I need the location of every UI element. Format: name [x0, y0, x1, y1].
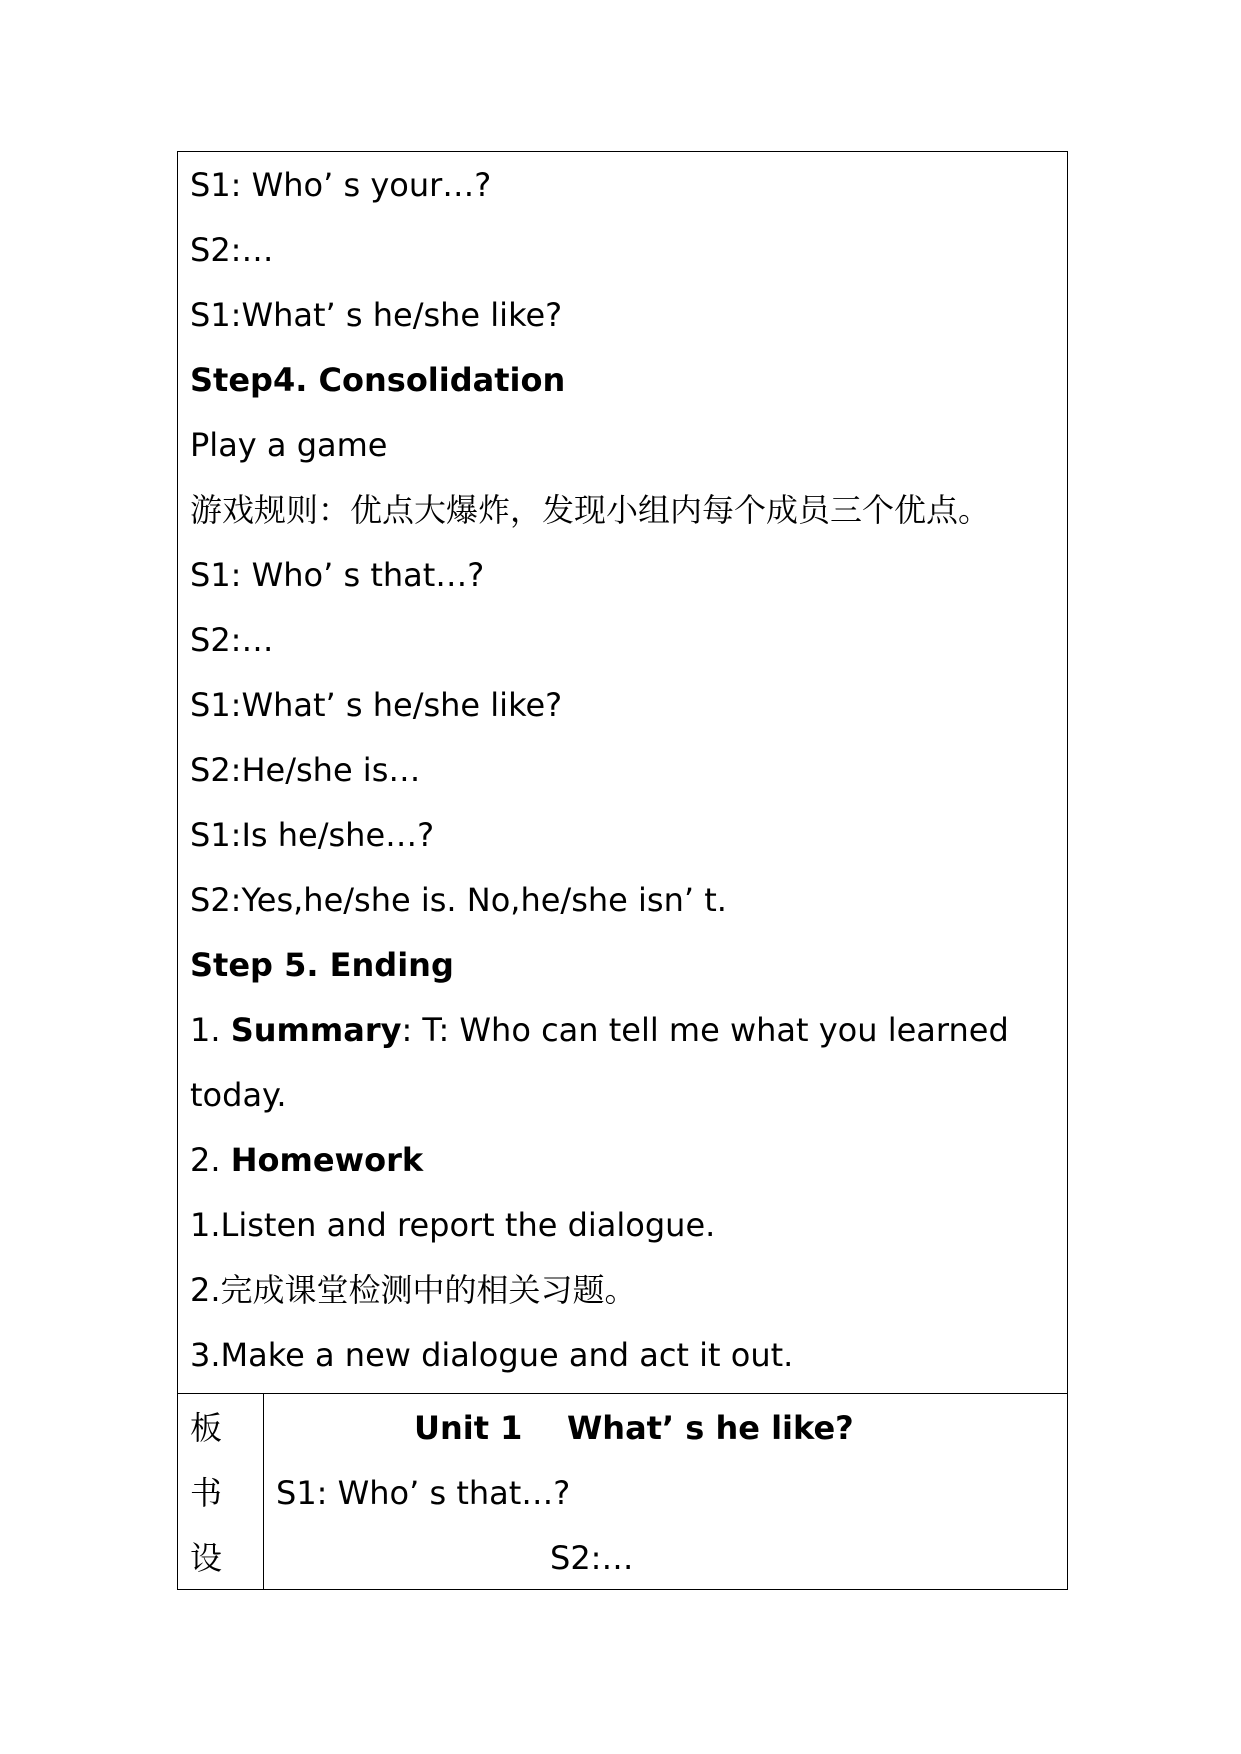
summary-line: [190, 1010, 1009, 1050]
summary-text: : T: Who can tell me what you learned: [401, 1011, 1009, 1049]
activity-line: Play a game: [190, 426, 388, 464]
dialogue-line: S1:What’ s he/she like?: [190, 686, 563, 724]
homework-item: 2.完成课堂检测中的相关习题。: [190, 1271, 637, 1309]
dialogue-line: S2:…: [190, 621, 274, 659]
board-content-cell: [264, 1394, 1067, 1589]
blackboard-design-row: [178, 1394, 1067, 1589]
dialogue-line: S1:Is he/she…?: [190, 816, 435, 854]
board-label-char: 板: [190, 1409, 223, 1447]
homework-prefix: 2.: [190, 1141, 231, 1179]
homework-item: 1.Listen and report the dialogue.: [190, 1206, 716, 1244]
summary-prefix: 1.: [190, 1011, 231, 1049]
board-label-cell: [178, 1394, 264, 1589]
lesson-steps-cell: [178, 152, 1067, 1394]
summary-label: Summary: [230, 1011, 402, 1049]
game-rules-line: 游戏规则：优点大爆炸，发现小组内每个成员三个优点。: [190, 491, 991, 529]
dialogue-line: S1: Who’ s that…?: [190, 556, 485, 594]
dialogue-line: S1:What’ s he/she like?: [190, 296, 563, 334]
board-line: S2:…: [550, 1539, 634, 1577]
homework-label: Homework: [230, 1141, 424, 1179]
homework-line: [190, 1140, 423, 1180]
board-label-char: 书: [190, 1474, 223, 1512]
dialogue-line: S1: Who’ s your…?: [190, 166, 492, 204]
homework-item: 3.Make a new dialogue and act it out.: [190, 1336, 794, 1374]
dialogue-line: S2:Yes,he/she is. No,he/she isn’ t.: [190, 881, 727, 919]
dialogue-line: S2:He/she is…: [190, 751, 421, 789]
board-line: S1: Who’ s that…?: [276, 1474, 571, 1512]
dialogue-line: S2:…: [190, 231, 274, 269]
step5-heading: Step 5. Ending: [190, 946, 454, 984]
board-label-char: 设: [190, 1539, 223, 1577]
lesson-table: [177, 151, 1068, 1590]
board-title: Unit 1 What’ s he like?: [414, 1409, 854, 1447]
summary-continuation: today.: [190, 1076, 287, 1114]
step4-heading: Step4. Consolidation: [190, 361, 566, 399]
